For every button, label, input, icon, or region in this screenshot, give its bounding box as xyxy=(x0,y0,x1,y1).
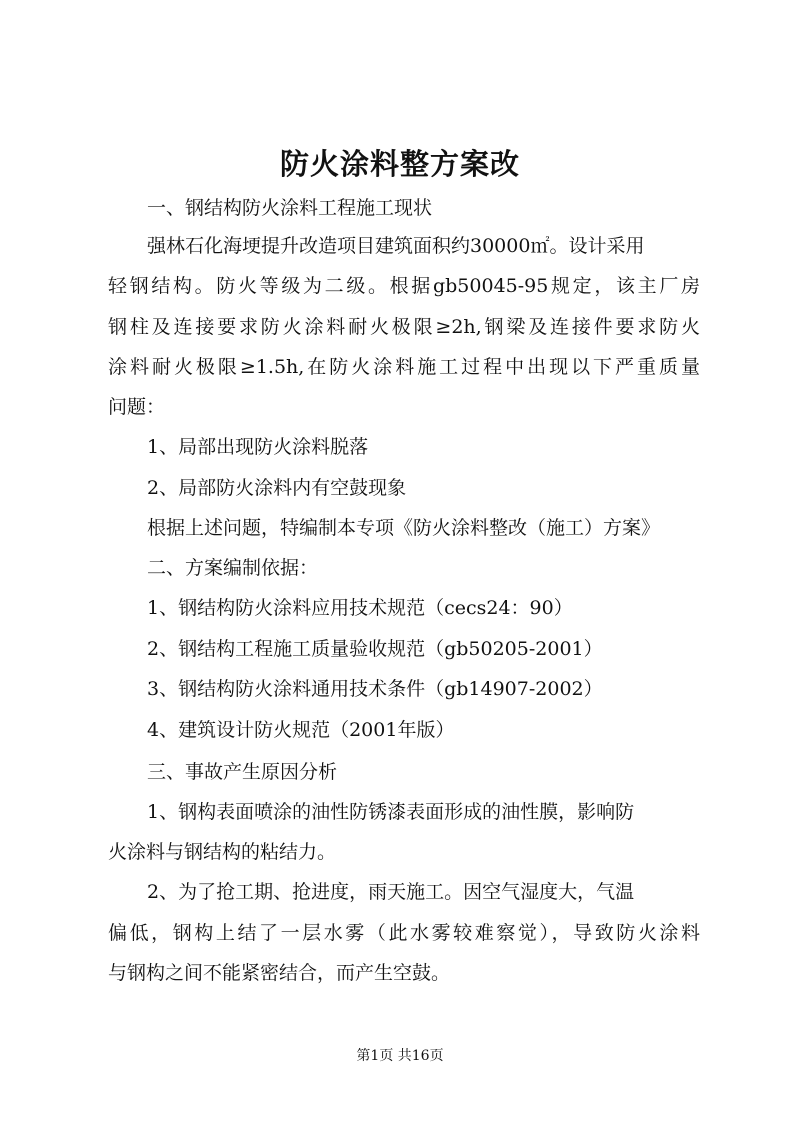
section-heading-3: 三、事故产生原因分析 xyxy=(147,761,338,783)
list-item: 1、局部出现防火涂料脱落 xyxy=(147,436,369,458)
document-title: 防火涂料整方案改 xyxy=(279,147,520,181)
paragraph-line: 问题： xyxy=(108,396,166,418)
paragraph-line: 强林石化海埂提升改造项目建筑面积约30000㎡。设计采用 xyxy=(147,235,645,257)
paragraph-line: 涂料耐火极限≥1.5h,在防火涂料施工过程中出现以下严重质量 xyxy=(108,356,700,378)
list-item: 2、局部防火涂料内有空鼓现象 xyxy=(147,477,407,499)
paragraph-line: 钢柱及连接要求防火涂料耐火极限≥2h,钢梁及连接件要求防火 xyxy=(108,316,700,338)
list-item: 4、建筑设计防火规范（2001年版） xyxy=(147,719,455,741)
section-heading-2: 二、方案编制依据： xyxy=(147,557,319,579)
paragraph-line: 火涂料与钢结构的粘结力。 xyxy=(108,841,337,863)
paragraph-line: 1、钢构表面喷涂的油性防锈漆表面形成的油性膜，影响防 xyxy=(147,801,635,823)
paragraph-line: 根据上述问题，特编制本专项《防火涂料整改（施工）方案》 xyxy=(147,517,661,539)
paragraph-line: 与钢构之间不能紧密结合，而产生空鼓。 xyxy=(108,962,451,984)
page-number-footer: 第1页 共16页 xyxy=(356,1048,444,1064)
list-item: 2、钢结构工程施工质量验收规范（gb50205-2001） xyxy=(147,638,603,660)
paragraph-line: 偏低，钢构上结了一层水雾（此水雾较难察觉），导致防火涂料 xyxy=(108,922,700,944)
list-item: 3、钢结构防火涂料通用技术条件（gb14907-2002） xyxy=(147,678,603,700)
section-heading-1: 一、钢结构防火涂料工程施工现状 xyxy=(147,197,433,219)
list-item: 1、钢结构防火涂料应用技术规范（cecs24：90） xyxy=(147,597,573,619)
paragraph-line: 轻钢结构。防火等级为二级。根据gb50045-95规定，该主厂房 xyxy=(108,275,700,297)
paragraph-line: 2、为了抢工期、抢进度，雨天施工。因空气湿度大，气温 xyxy=(147,881,635,903)
